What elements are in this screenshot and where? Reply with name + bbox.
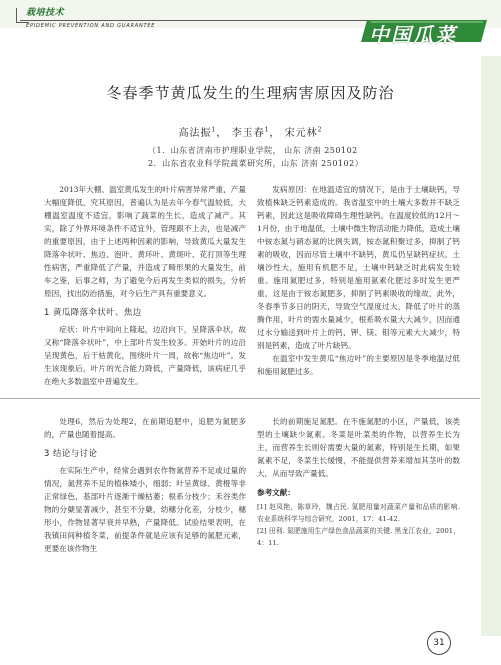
paragraph: 发病原因：在地温适宜的情况下，是由于土壤缺钙，导致植株缺乏钙素造成的。我省温室中的土壤大多数并不缺乏钙素，因此这是吸收障碍生理性缺钙。在温度较低的12月～1月份，由于地温低，土壤中微生物活动能力降低，造成土壤中铵态氮与硝态氮的比例失调，铵态氮积聚过多，抑制了钙素的吸收，因而尽管土壤中不缺钙，黄瓜仍呈缺钙症状。土壤沙性大，施用有机肥不足，土壤中钙缺乏时此病发生较重。施用氮肥过多，特别是施用氨素化肥过多时发生更严重，这是由于铵态氮肥多，抑制了钙素吸收的缘故，此外，冬春季节多日的阴天，导致空气湿度过大，降低了叶片的蒸腾作用，叶片的需水量减少，根系吸水量大大减少，因而通过水分输送到叶片上的钙、钾、镁、钼等元素大大减少，特别是钙素，造成了叶片缺钙。 (257, 185, 460, 350)
article-title: 冬春季节黄瓜发生的生理病害原因及防治 (106, 84, 395, 102)
body-column-left-bottom (44, 415, 246, 555)
page-header (0, 0, 501, 56)
affiliation-1: （1．山东省济南市护理职业学院， 山东 济南 250102 (148, 146, 358, 155)
section-heading: 1 黄瓜降落伞状叶、焦边 (44, 307, 142, 317)
header-rule (20, 20, 380, 21)
author-affiliation-mark: 1 (211, 126, 217, 134)
section-heading: 3 结论与讨论 (44, 448, 98, 458)
reference-item: [2] 田利. 氮肥施用生产绿色食品蔬菜的关键. 黑龙江农业，2001，4：11. (257, 527, 460, 547)
author-line: 高法振$^1$， 李玉春$^1$， 宋元林$^2$ (178, 126, 323, 139)
section-kicker: 栽培技术 (26, 8, 65, 18)
side-strip (481, 56, 501, 636)
author-affiliation-mark: 2 (317, 126, 323, 134)
body-column-right-top (257, 183, 460, 378)
author-affiliation-mark: 1 (264, 126, 270, 134)
article-divider (0, 398, 480, 399)
paragraph: 症状：叶片中间向上隆起，边沿向下，呈降落伞状，故又称“降落伞状叶”，中上部叶片发生较多。开始叶片的边沿呈现黄色，后干枯黄化，围绕叶片一周，故称“焦边叶”。发生该现象后，叶片的光合能力降低，产量降低，该病症几乎在绝大多数温室中普遍发生。 (44, 325, 246, 386)
paragraph: 长的前期施足氮肥。在不施氮肥的小区，产量低，该类型的土壤缺少氮素。冬菜是叶菜类的作物，以营养生长为主，而营养生长则好需要大量的氮素，特别是生长期，如果氮素不足，冬菜生长缓慢，不能提供营养来增加其茎叶的数大，从而导致产量低。 (257, 417, 460, 478)
section-kicker-subtitle: EPIDEMIC PREVENTION AND GUARANTEE (26, 23, 156, 29)
author-name: 宋元林 (284, 128, 318, 139)
references-heading: 参考文献： (257, 488, 295, 497)
body-column-right-bottom (257, 415, 460, 549)
reference-item: [1] 赵凤艳，陈草玲，魏占民. 氮肥用量对蔬菜产量和品质的影响. 农业系统科学与综合研究，2001，17：41-42. (257, 503, 460, 523)
paragraph: 2013年大棚、温室黄瓜发生的叶片病害异常严重，产量大幅度降低，究其原因，普遍认为是去年今春气温较低，大棚温室温度不适宜，影响了蔬菜的生长，造成了减产。其实，除了外界环境条件不适宜外，管理跟不上去，也是减产的重要原因，由于上述两种因素的影响，导致黄瓜大量发生降落伞状叶、焦边、泡叶、黄环叶、黄斑叶、花打顶等生理性病害，严重降低了产量，并造成了畸形果的大量发生，前车之鉴，后事之师，为了避免今后再发生类似的损失，分析原因，找出防治措施，对今后生产具有重要意义。 (44, 185, 246, 298)
paragraph: 处理6，然后为处理2，在前期追肥中，追肥为氮肥多的，产量也随着提高。 (44, 417, 246, 439)
journal-masthead (361, 18, 489, 47)
author-name: 高法振 (178, 128, 212, 139)
affiliation-2: 2．山东省农业科学院蔬菜研究所，山东 济南 250102） (148, 159, 364, 168)
paragraph: 在实际生产中，经常会遇到农作物氮营养不足或过量的情况，氮营养不足的植株矮小，细弱；叶呈黄绿、黄橙等非正常绿色，基部叶片逐渐干燥枯萎；根系分枝少；禾谷类作物的分蘖显著减少，甚至不分蘖，幼穗分化差，分枝少，穗形小，作物显著早衰并早熟，产量降低。试验结果表明，在我镇田间种植冬菜，前提条件就是应该有足够的氮肥元素，更要在该作物生 (44, 466, 246, 553)
body-column-left-top (44, 183, 246, 388)
page-number: 31 (427, 631, 451, 655)
paragraph: 在温室中发生黄瓜“焦边叶”的主要原因是冬季地温过低和施用氮肥过多。 (257, 354, 460, 376)
masthead-title: 中国瓜菜 (369, 23, 457, 47)
author-name: 李玉春 (231, 128, 265, 139)
